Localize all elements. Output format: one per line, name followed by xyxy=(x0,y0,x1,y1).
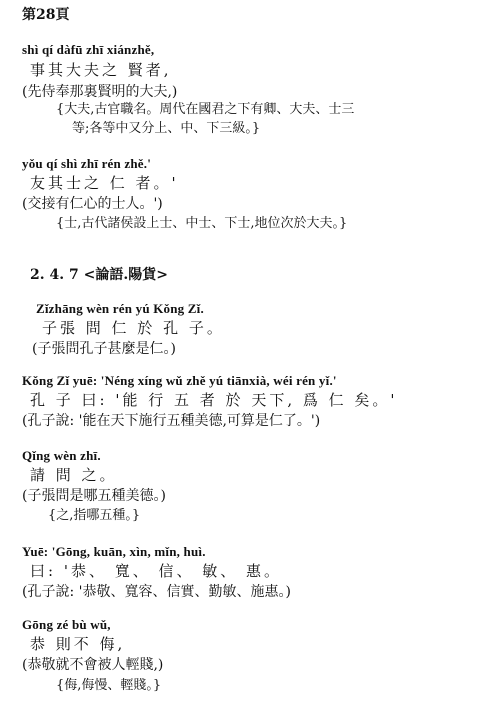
note-line: {大夫,古官職名。周代在國君之下有卿、大夫、士三 xyxy=(56,102,355,117)
pinyin-line: yǒu qí shì zhī rén zhě.' xyxy=(22,156,152,171)
translation-line: (孔子說: '恭敬、寬容、信實、勤敏、施惠。) xyxy=(22,584,291,600)
chinese-line: 友其士之 仁 者。' xyxy=(30,174,179,192)
pinyin-line: Zǐzhāng wèn rén yú Kǒng Zǐ. xyxy=(36,301,204,316)
pinyin-line: Yuē: 'Gōng, kuān, xìn, mǐn, huì. xyxy=(22,544,206,559)
translation-line: (交接有仁心的士人。') xyxy=(22,196,163,212)
chinese-line: 子張 問 仁 於 孔 子。 xyxy=(42,319,225,337)
chinese-line: 孔 子 曰: '能 行 五 者 於 天下, 爲 仁 矣。' xyxy=(30,391,398,409)
pinyin-line: Gōng zé bù wǔ, xyxy=(22,617,111,632)
note-line: {之,指哪五種。} xyxy=(48,508,141,523)
chinese-line: 曰: '恭、 寬、 信、 敏、 惠。 xyxy=(30,562,283,580)
translation-line: (恭敬就不會被人輕賤,) xyxy=(22,657,164,673)
chinese-line: 請 問 之。 xyxy=(30,466,118,484)
note-line: {士,古代諸侯設上士、中士、下士,地位次於大夫。} xyxy=(56,216,348,231)
translation-line: (孔子說: '能在天下施行五種美德,可算是仁了。') xyxy=(22,413,321,429)
chinese-line: 事其大夫之 賢者, xyxy=(30,61,172,79)
translation-line: (子張問孔子甚麼是仁。) xyxy=(32,341,176,357)
page-header: 第28頁 xyxy=(22,7,70,23)
note-line: {侮,侮慢、輕賤。} xyxy=(56,678,162,693)
pinyin-line: shì qí dàfū zhī xiánzhě, xyxy=(22,42,155,57)
translation-line: (先侍奉那裏賢明的大夫,) xyxy=(22,84,178,100)
translation-line: (子張問是哪五種美德。) xyxy=(22,488,166,504)
pinyin-line: Kǒng Zǐ yuē: 'Néng xíng wǔ zhě yú tiānxià, wéi rén yǐ.' xyxy=(22,373,337,388)
section-heading: 2. 4. 7 <論語.陽貨> xyxy=(30,267,168,283)
pinyin-line: Qǐng wèn zhī. xyxy=(22,448,101,463)
chinese-line: 恭 則不 侮, xyxy=(30,635,126,653)
note-line: 等;各等中又分上、中、下三級。} xyxy=(72,121,261,136)
